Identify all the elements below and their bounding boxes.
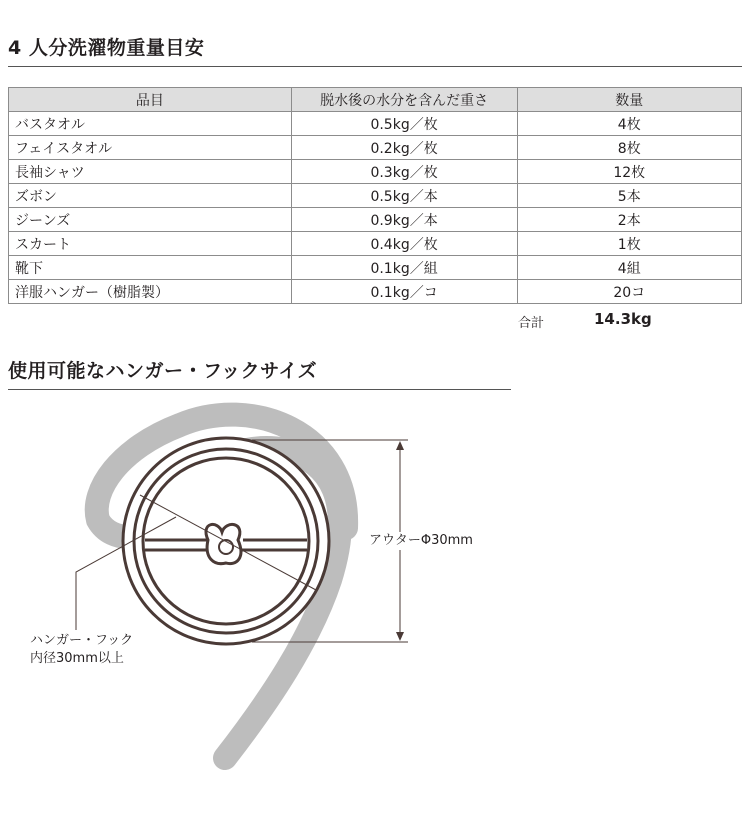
table-row bbox=[9, 232, 742, 256]
cell-item: 長袖シャツ bbox=[9, 160, 292, 184]
section-divider-hanger-size bbox=[8, 389, 511, 390]
cell-quantity: 5本 bbox=[517, 184, 741, 208]
total-label: 合計 bbox=[518, 316, 545, 331]
outer-diameter-label: アウターΦ30mm bbox=[369, 533, 473, 548]
cell-quantity: 12枚 bbox=[517, 160, 741, 184]
hook-size-label-line2: 内径30mm以上 bbox=[30, 651, 124, 666]
cell-item: バスタオル bbox=[9, 112, 292, 136]
cell-weight: 0.2kg／枚 bbox=[291, 136, 517, 160]
hanger-hook-diagram bbox=[0, 400, 750, 820]
cell-item: ジーンズ bbox=[9, 208, 292, 232]
section-title-hanger-size: 使用可能なハンガー・フックサイズ bbox=[8, 360, 318, 382]
cell-quantity: 4組 bbox=[517, 256, 741, 280]
cell-item: フェイスタオル bbox=[9, 136, 292, 160]
section-title-weights: 4 人分洗濯物重量目安 bbox=[8, 37, 205, 59]
cell-weight: 0.5kg／本 bbox=[291, 184, 517, 208]
total-value: 14.3kg bbox=[594, 310, 652, 328]
cell-weight: 0.3kg／枚 bbox=[291, 160, 517, 184]
table-row bbox=[9, 208, 742, 232]
cell-item: 靴下 bbox=[9, 256, 292, 280]
header-weight: 脱水後の水分を含んだ重さ bbox=[291, 88, 517, 112]
cell-quantity: 1枚 bbox=[517, 232, 741, 256]
cell-quantity: 20コ bbox=[517, 280, 741, 304]
cell-weight: 0.4kg／枚 bbox=[291, 232, 517, 256]
cell-weight: 0.1kg／組 bbox=[291, 256, 517, 280]
table-row bbox=[9, 184, 742, 208]
cell-weight: 0.9kg／本 bbox=[291, 208, 517, 232]
table-row bbox=[9, 136, 742, 160]
cell-item: ズボン bbox=[9, 184, 292, 208]
header-item: 品目 bbox=[9, 88, 292, 112]
cell-weight: 0.5kg／枚 bbox=[291, 112, 517, 136]
table-row bbox=[9, 256, 742, 280]
hook-size-label-line1: ハンガー・フック bbox=[30, 633, 134, 648]
cell-quantity: 8枚 bbox=[517, 136, 741, 160]
section-divider-weights bbox=[8, 66, 742, 67]
laundry-weight-table bbox=[8, 87, 742, 304]
cell-quantity: 4枚 bbox=[517, 112, 741, 136]
cell-item: スカート bbox=[9, 232, 292, 256]
cell-weight: 0.1kg／コ bbox=[291, 280, 517, 304]
cell-quantity: 2本 bbox=[517, 208, 741, 232]
table-header-row bbox=[9, 88, 742, 112]
header-quantity: 数量 bbox=[517, 88, 741, 112]
table-row bbox=[9, 160, 742, 184]
table-row bbox=[9, 112, 742, 136]
cell-item: 洋服ハンガー（樹脂製） bbox=[9, 280, 292, 304]
table-row bbox=[9, 280, 742, 304]
